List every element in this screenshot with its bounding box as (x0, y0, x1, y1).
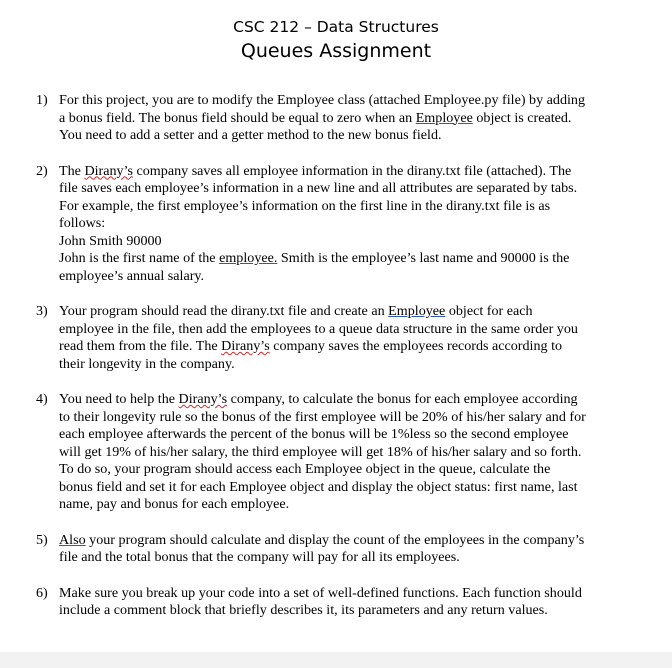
item-number: 1) (36, 92, 48, 108)
text-run: a bonus field. The bonus field should be equal to zero when an (59, 109, 416, 126)
spellcheck-word: Dirany’s (84, 162, 133, 179)
list-item-1 (36, 92, 646, 145)
text-run: object is created. (472, 109, 572, 126)
item-line (59, 250, 646, 268)
text-run: company, to calculate the bonus for each employee according (227, 391, 578, 407)
item-line: their longevity in the company. (59, 355, 235, 372)
item-number: 3) (36, 303, 48, 319)
item-line: Make sure you break up your code into a set of well-defined functions. Each function should (59, 584, 582, 601)
item-line: include a comment block that briefly describes it, its parameters and any return values. (59, 602, 548, 618)
text-run: company saves all employee information in the dirany.txt file (attached). The (132, 162, 572, 179)
item-line: will get 19% of his/her salary, the third employee will get 18% of his/her salary and so forth. (59, 443, 582, 460)
item-line: For example, the first employee’s information on the first line in the dirany.txt file is as (59, 197, 551, 214)
list-item-2 (36, 163, 646, 286)
text-run: company saves the employees records according to (269, 338, 563, 354)
underlined-word: Employee (415, 109, 473, 126)
item-line: John Smith 90000 (59, 232, 162, 249)
item-line (59, 163, 646, 181)
text-run: Smith is the employee’s last name and 90000 is the (277, 250, 570, 266)
item-line: follows: (59, 215, 106, 231)
spellcheck-word: Dirany’s (178, 391, 228, 407)
item-number: 2) (36, 162, 48, 179)
list-item-3 (36, 303, 646, 373)
item-line (59, 303, 646, 321)
text-run: Your program should read the dirany.txt file and create an (59, 303, 389, 319)
underlined-word: Also (59, 531, 86, 548)
text-run: read them from the file. The (59, 338, 222, 354)
list-item-5 (36, 532, 646, 567)
item-line: For this project, you are to modify the Employee class (attached Employee.py file) by adding (59, 92, 586, 108)
spellcheck-word: Dirany’s (221, 338, 270, 354)
item-number: 6) (36, 584, 48, 601)
item-number: 5) (36, 531, 48, 548)
course-title: CSC 212 – Data Structures (233, 18, 439, 36)
item-line (59, 532, 646, 550)
text-run: You need to help the (59, 391, 179, 407)
underlined-word: Employee (388, 303, 446, 319)
item-line: file saves each employee’s information in a new line and all attributes are separated by tabs. (59, 180, 578, 196)
list-item-6 (36, 585, 646, 620)
item-line (59, 338, 646, 356)
text-run: object for each (445, 303, 533, 319)
text-run: The (59, 162, 85, 179)
item-line: To do so, your program should access each Employee object in the queue, calculate the (59, 461, 551, 477)
item-line (59, 391, 646, 409)
item-number: 4) (36, 391, 48, 407)
text-run: John is the first name of the (59, 250, 220, 266)
item-line: bonus field and set it for each Employee object and display the object status: first name, last (59, 478, 578, 495)
item-line: employee in the file, then add the employees to a queue data structure in the same order you (59, 320, 578, 337)
underlined-word: employee. (219, 250, 278, 266)
item-line (59, 110, 646, 128)
item-line: You need to add a setter and a getter method to the new bonus field. (59, 127, 442, 143)
item-line: to their longevity rule so the bonus of the first employee will be 20% of his/her salary and for (59, 408, 586, 425)
instructions-list (36, 92, 646, 638)
item-line: name, pay and bonus for each employee. (59, 496, 290, 512)
item-line: file and the total bonus that the company will pay for all its employees. (59, 549, 460, 565)
item-line: employee’s annual salary. (59, 267, 205, 284)
text-run: your program should calculate and display the count of the employees in the company’s (85, 531, 585, 548)
item-line: each employee afterwards the percent of the bonus will be 1%less so the second employee (59, 426, 569, 442)
assignment-title: Queues Assignment (240, 40, 432, 62)
list-item-4 (36, 391, 646, 514)
